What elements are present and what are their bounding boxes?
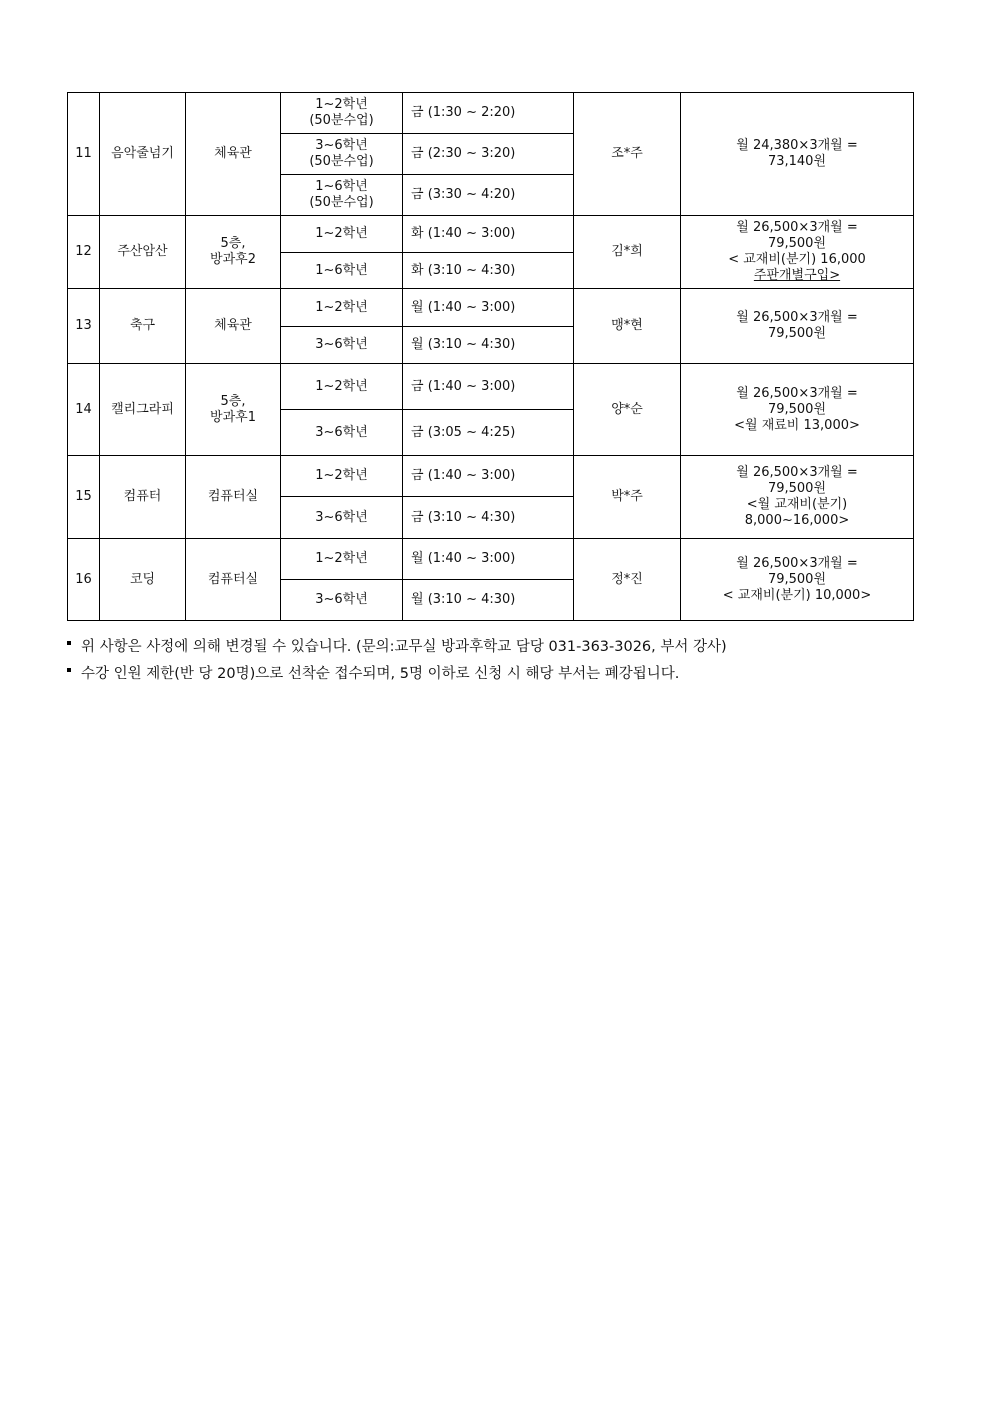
session-time: 금 (1:30 ~ 2:20) xyxy=(403,93,574,134)
cell-line: 컴퓨터실 xyxy=(207,489,259,504)
session-grade xyxy=(281,289,403,327)
cell-line: 73,140원 xyxy=(767,154,827,169)
cell-line: 3~6학년 xyxy=(315,509,368,525)
cell-line: 1~2학년 xyxy=(315,299,368,315)
session-grade xyxy=(281,364,403,410)
note-item xyxy=(67,661,927,688)
table-row xyxy=(68,216,914,253)
cell-line: 79,500원 xyxy=(767,326,827,341)
cell-line: 월 24,380×3개월 = xyxy=(736,138,858,153)
cell-line: <월 교재비(분기) xyxy=(746,497,848,512)
cell-line: (50분수업) xyxy=(309,113,374,128)
cell-line: 방과후2 xyxy=(210,252,256,267)
cell-line: 79,500원 xyxy=(767,571,827,587)
session-time: 월 (3:10 ~ 4:30) xyxy=(403,580,574,621)
cell-line: 1~6학년 xyxy=(315,262,368,278)
cell-line: 1~2학년 xyxy=(315,551,368,566)
teacher-name: 양*순 xyxy=(574,364,681,456)
program-fee xyxy=(681,93,914,216)
cell-line: (50분수업) xyxy=(309,154,374,169)
program-place xyxy=(186,216,281,289)
cell-line: 1~2학년 xyxy=(315,97,368,112)
program-place xyxy=(186,93,281,216)
session-grade xyxy=(281,93,403,134)
note-text: 수강 인원 제한(반 당 20명)으로 선착순 접수되며, 5명 이하로 신청 시 해당 부서는 폐강됩니다. xyxy=(81,666,680,682)
program-name: 캘리그라피 xyxy=(100,364,186,456)
note-text: 위 사항은 사정에 의해 변경될 수 있습니다. (문의:교무실 방과후학교 담당 031-363-3026, 부서 강사) xyxy=(81,639,727,655)
session-grade xyxy=(281,134,403,175)
cell-line: 주판개별구입> xyxy=(753,268,841,283)
square-bullet-icon xyxy=(67,668,71,672)
schedule-table xyxy=(67,92,914,621)
table-row xyxy=(68,456,914,497)
square-bullet-icon xyxy=(67,641,71,645)
program-fee xyxy=(681,364,914,456)
cell-line: 1~6학년 xyxy=(315,179,368,194)
table-row xyxy=(68,93,914,134)
cell-line: 5층, xyxy=(220,393,246,409)
session-grade xyxy=(281,580,403,621)
session-time: 금 (3:10 ~ 4:30) xyxy=(403,497,574,539)
table-body xyxy=(68,93,914,621)
program-name: 컴퓨터 xyxy=(100,456,186,539)
cell-line: 컴퓨터실 xyxy=(207,571,259,587)
program-fee xyxy=(681,289,914,364)
cell-line: 방과후1 xyxy=(210,409,256,425)
session-time: 금 (3:05 ~ 4:25) xyxy=(403,410,574,456)
session-grade xyxy=(281,216,403,253)
cell-line: 월 26,500×3개월 = xyxy=(736,220,858,235)
cell-line: 3~6학년 xyxy=(315,138,368,153)
cell-line: 체육관 xyxy=(214,318,252,333)
cell-line: 79,500원 xyxy=(767,236,827,251)
cell-line: 월 26,500×3개월 = xyxy=(736,555,858,571)
session-time: 금 (1:40 ~ 3:00) xyxy=(403,456,574,497)
cell-line: 79,500원 xyxy=(767,401,827,417)
teacher-name: 맹*현 xyxy=(574,289,681,364)
program-place xyxy=(186,456,281,539)
table-row xyxy=(68,364,914,410)
cell-line: 월 26,500×3개월 = xyxy=(736,385,858,401)
teacher-name: 정*진 xyxy=(574,539,681,621)
cell-line: 3~6학년 xyxy=(315,337,368,352)
session-grade xyxy=(281,497,403,539)
cell-line: 8,000~16,000> xyxy=(744,513,850,528)
notes xyxy=(67,634,927,688)
program-place xyxy=(186,289,281,364)
program-name: 음악줄넘기 xyxy=(100,93,186,216)
program-fee xyxy=(681,216,914,289)
session-time: 월 (1:40 ~ 3:00) xyxy=(403,289,574,327)
table-row xyxy=(68,289,914,327)
note-item xyxy=(67,634,927,661)
program-name: 주산암산 xyxy=(100,216,186,289)
row-number: 15 xyxy=(68,456,100,539)
cell-line: (50분수업) xyxy=(309,195,374,210)
cell-line: 1~2학년 xyxy=(315,378,368,394)
cell-line: 79,500원 xyxy=(767,481,827,496)
session-time: 금 (2:30 ~ 3:20) xyxy=(403,134,574,175)
program-place xyxy=(186,364,281,456)
cell-line: 5층, xyxy=(220,236,246,251)
session-time: 월 (1:40 ~ 3:00) xyxy=(403,539,574,580)
cell-line: < 교재비(분기) 16,000 xyxy=(728,252,866,267)
teacher-name: 김*희 xyxy=(574,216,681,289)
session-grade xyxy=(281,253,403,289)
session-grade xyxy=(281,175,403,216)
session-grade xyxy=(281,410,403,456)
row-number: 14 xyxy=(68,364,100,456)
cell-line: 1~2학년 xyxy=(315,226,368,241)
session-grade xyxy=(281,456,403,497)
program-place xyxy=(186,539,281,621)
cell-line: 3~6학년 xyxy=(315,592,368,607)
session-time: 금 (3:30 ~ 4:20) xyxy=(403,175,574,216)
table-row xyxy=(68,539,914,580)
program-name: 축구 xyxy=(100,289,186,364)
row-number: 11 xyxy=(68,93,100,216)
row-number: 16 xyxy=(68,539,100,621)
session-time: 금 (1:40 ~ 3:00) xyxy=(403,364,574,410)
session-time: 월 (3:10 ~ 4:30) xyxy=(403,327,574,364)
program-fee xyxy=(681,539,914,621)
session-time: 화 (3:10 ~ 4:30) xyxy=(403,253,574,289)
cell-line: 3~6학년 xyxy=(315,424,368,440)
teacher-name: 조*주 xyxy=(574,93,681,216)
cell-line: 월 26,500×3개월 = xyxy=(736,310,858,325)
program-fee xyxy=(681,456,914,539)
teacher-name: 박*주 xyxy=(574,456,681,539)
session-grade xyxy=(281,539,403,580)
session-grade xyxy=(281,327,403,364)
session-time: 화 (1:40 ~ 3:00) xyxy=(403,216,574,253)
cell-line: < 교재비(분기) 10,000> xyxy=(722,587,872,603)
cell-line: 체육관 xyxy=(214,146,252,161)
row-number: 12 xyxy=(68,216,100,289)
cell-line: 월 26,500×3개월 = xyxy=(736,465,858,480)
program-name: 코딩 xyxy=(100,539,186,621)
cell-line: 1~2학년 xyxy=(315,468,368,483)
row-number: 13 xyxy=(68,289,100,364)
cell-line: <월 재료비 13,000> xyxy=(734,417,860,433)
